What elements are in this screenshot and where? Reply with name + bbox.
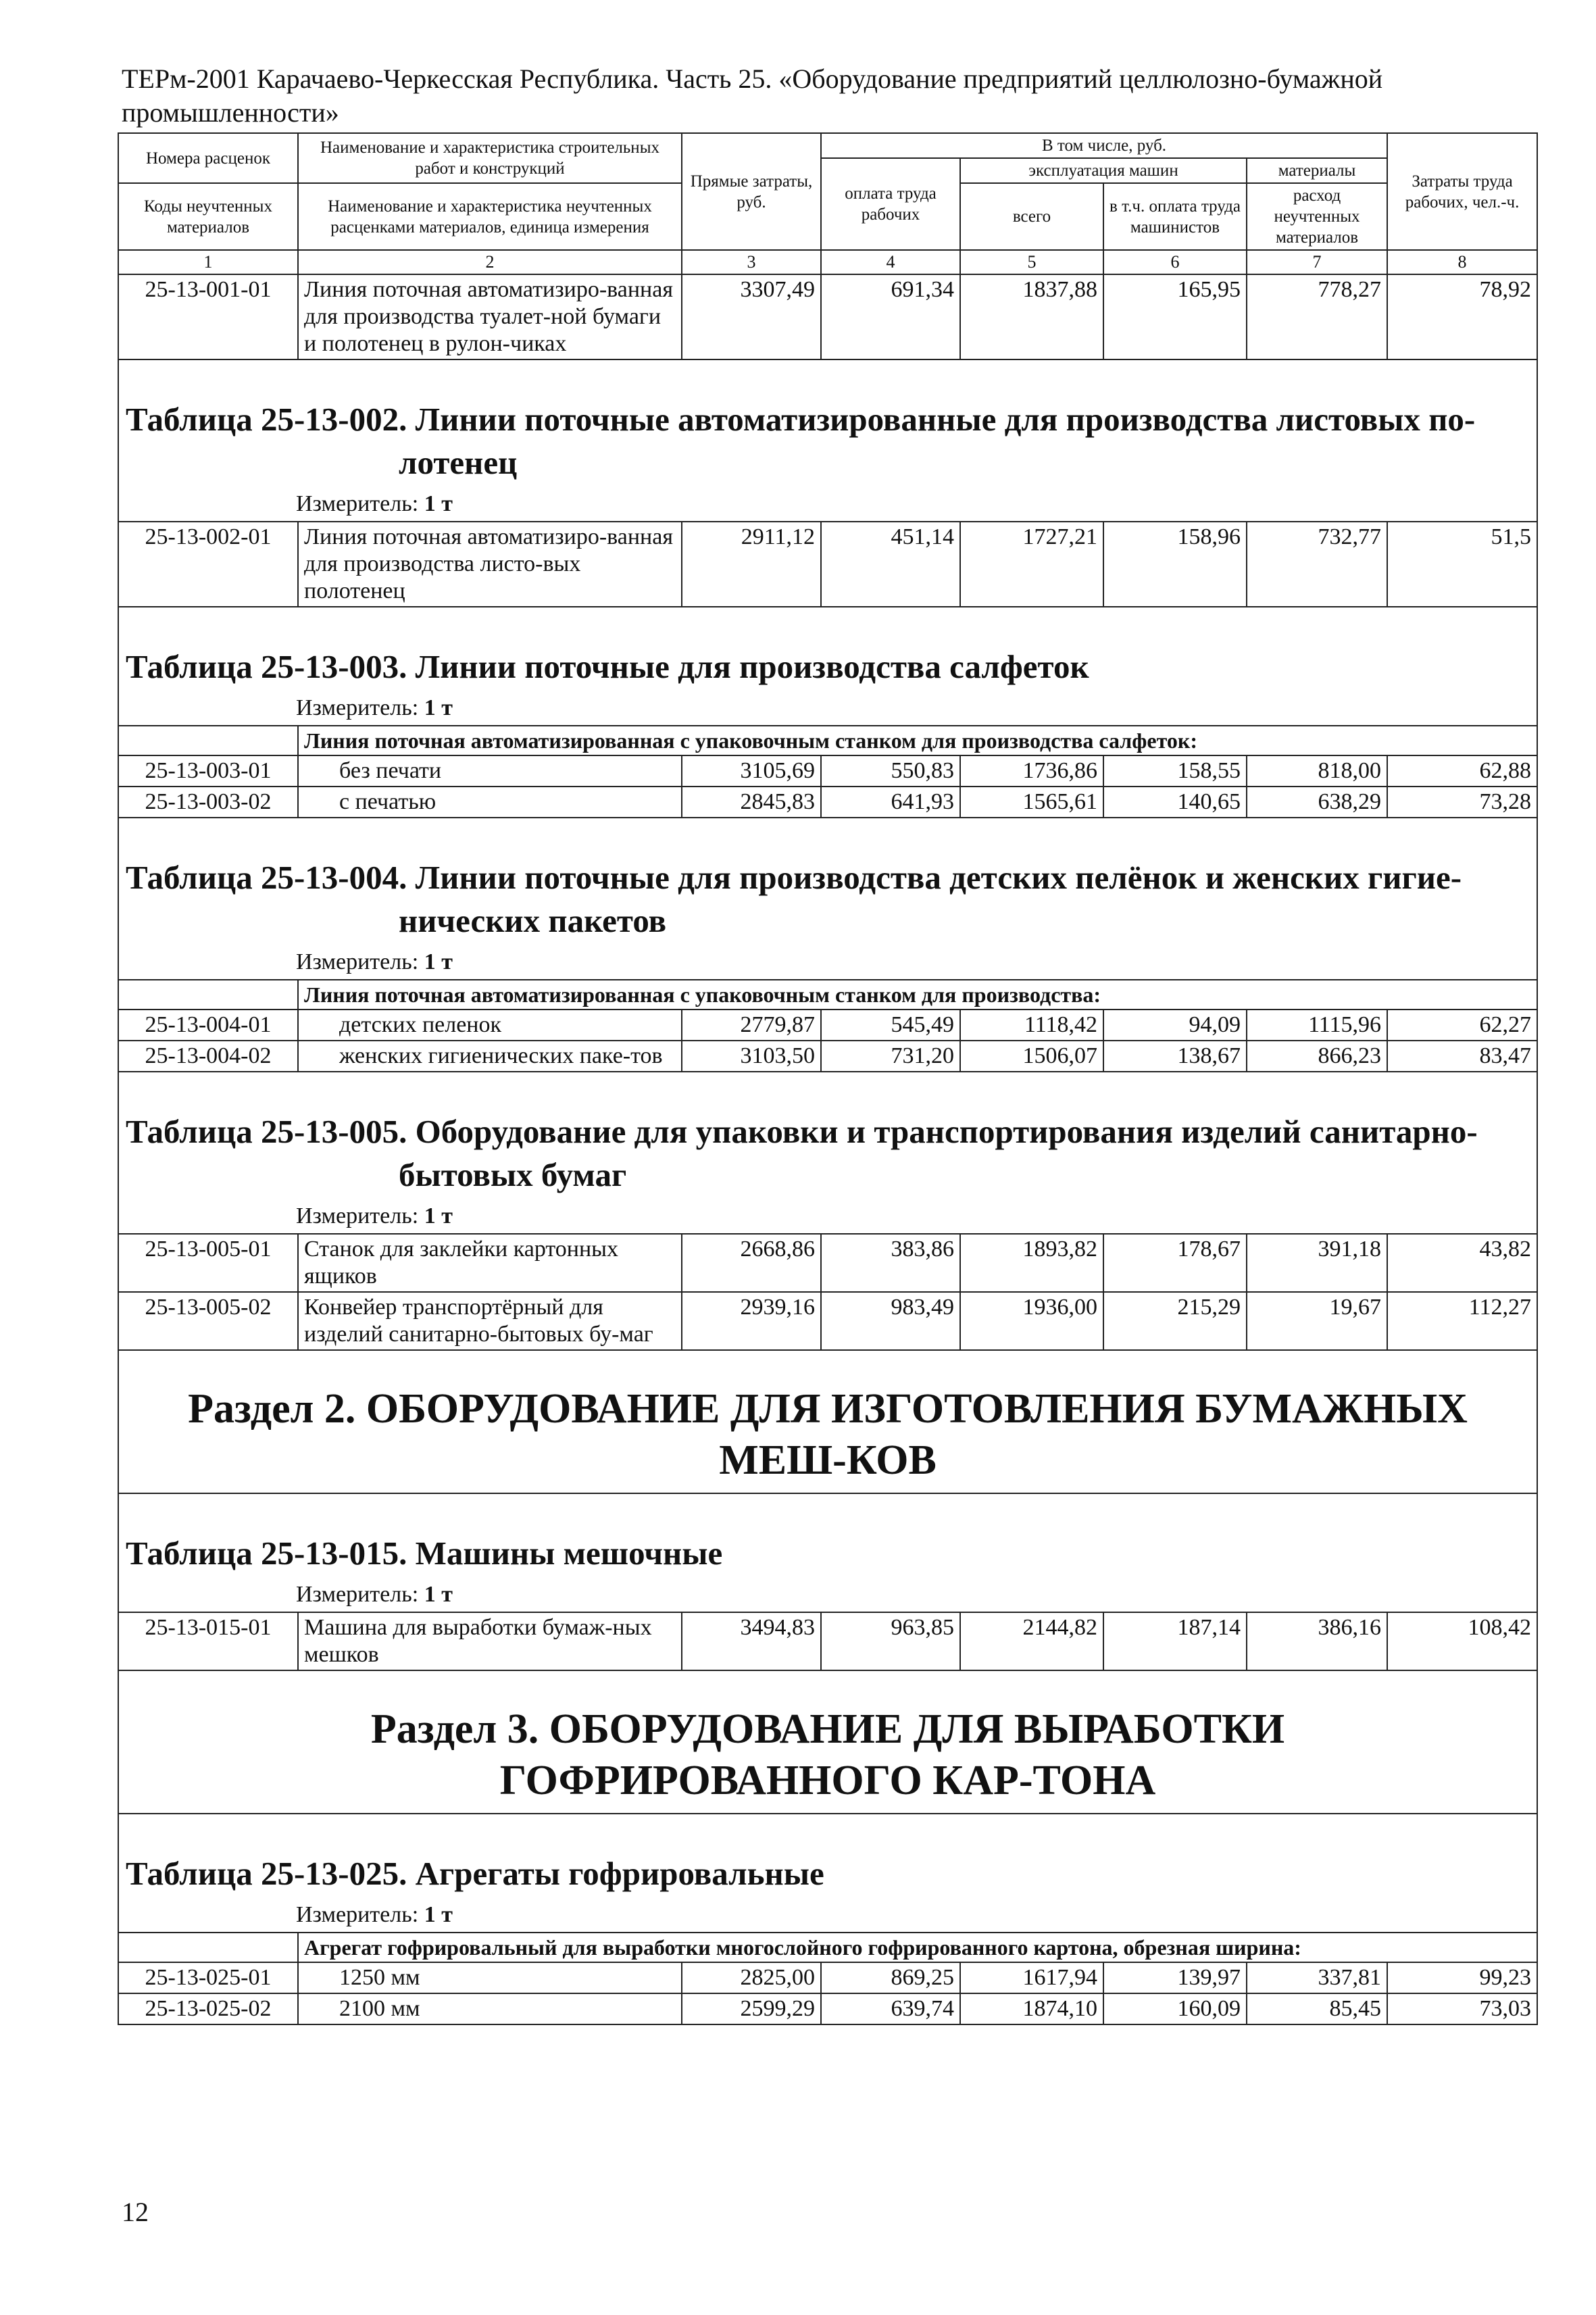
value-materials: 778,27 — [1247, 274, 1387, 359]
value-direct: 3105,69 — [682, 755, 821, 787]
value-operators: 215,29 — [1103, 1292, 1247, 1350]
meter-value: 1 т — [424, 1902, 453, 1927]
work-name: детских пеленок — [298, 1010, 682, 1041]
value-direct: 2911,12 — [682, 522, 821, 607]
meter-label: Измеритель: — [296, 491, 419, 516]
table-row — [118, 1041, 1537, 1072]
work-name: 1250 мм — [298, 1962, 682, 1993]
value-labor: 963,85 — [821, 1612, 960, 1670]
group-code-cell — [118, 726, 298, 755]
value-hours: 43,82 — [1387, 1234, 1537, 1292]
meter-row — [118, 1579, 1537, 1612]
value-machines: 1736,86 — [960, 755, 1103, 787]
value-labor: 869,25 — [821, 1962, 960, 1993]
col-operators-pay-header: в т.ч. оплата труда машинистов — [1103, 183, 1247, 250]
col-materials-header: расход неучтенных материалов — [1247, 183, 1387, 250]
value-hours: 83,47 — [1387, 1041, 1537, 1072]
section-heading: Раздел 3. ОБОРУДОВАНИЕ ДЛЯ ВЫРАБОТКИ ГОФРИРОВАННОГО КАР-ТОНА — [118, 1670, 1537, 1814]
meter-label: Измеритель: — [296, 1582, 419, 1607]
group-row — [118, 1933, 1537, 1962]
value-materials: 1115,96 — [1247, 1010, 1387, 1041]
rate-code: 25-13-004-02 — [118, 1041, 298, 1072]
value-materials: 337,81 — [1247, 1962, 1387, 1993]
work-name: Конвейер транспортёрный для изделий санитарно-бытовых бу-маг — [298, 1292, 682, 1350]
col-work-name-header: Наименование и характеристика строительных работ и конструкций — [298, 133, 682, 183]
group-row — [118, 980, 1537, 1010]
table-row — [118, 1993, 1537, 2024]
value-operators: 138,67 — [1103, 1041, 1247, 1072]
value-hours: 73,03 — [1387, 1993, 1537, 2024]
value-hours: 51,5 — [1387, 522, 1537, 607]
meter-row — [118, 693, 1537, 726]
value-labor: 983,49 — [821, 1292, 960, 1350]
column-index: 6 — [1103, 250, 1247, 274]
group-row — [118, 726, 1537, 755]
value-operators: 165,95 — [1103, 274, 1247, 359]
col-machines-header: эксплуатация машин — [960, 158, 1247, 183]
value-machines: 1565,61 — [960, 787, 1103, 818]
table-title — [118, 607, 1537, 693]
value-hours: 73,28 — [1387, 787, 1537, 818]
meter-row — [118, 1201, 1537, 1234]
value-hours: 78,92 — [1387, 274, 1537, 359]
col-labor-hours-header: Затраты труда рабочих, чел.-ч. — [1387, 133, 1537, 250]
value-operators: 94,09 — [1103, 1010, 1247, 1041]
section-heading-row — [118, 1670, 1537, 1814]
column-index: 3 — [682, 250, 821, 274]
page-number: 12 — [122, 2197, 149, 2227]
value-materials: 391,18 — [1247, 1234, 1387, 1292]
group-label: Агрегат гофрировальный для выработки многослойного гофрированного картона, обрезная ширина: — [298, 1933, 1537, 1962]
table-title — [118, 1072, 1537, 1201]
value-labor: 550,83 — [821, 755, 960, 787]
meter-row — [118, 1899, 1537, 1933]
column-index: 4 — [821, 250, 960, 274]
meter-value: 1 т — [424, 1203, 453, 1228]
col-rates-number-header: Номера расценок — [118, 133, 298, 183]
work-name: Машина для выработки бумаж-ных мешков — [298, 1612, 682, 1670]
column-index-row — [118, 250, 1537, 274]
col-labor-pay-header: оплата труда рабочих — [821, 158, 960, 250]
group-label: Линия поточная автоматизированная с упаковочным станком для производства салфеток: — [298, 726, 1537, 755]
meter-label: Измеритель: — [296, 1203, 419, 1228]
work-name: без печати — [298, 755, 682, 787]
col-in-total-header: В том числе, руб. — [821, 133, 1387, 158]
value-machines: 1617,94 — [960, 1962, 1103, 1993]
col-direct-costs-header: Прямые затраты, руб. — [682, 133, 821, 250]
rate-code: 25-13-001-01 — [118, 274, 298, 359]
value-hours: 112,27 — [1387, 1292, 1537, 1350]
value-materials: 638,29 — [1247, 787, 1387, 818]
col-materials-group-header: материалы — [1247, 158, 1387, 183]
rate-code: 25-13-025-01 — [118, 1962, 298, 1993]
table-title-text: Таблица 25-13-004. Линии поточные для производства детских пелёнок и женских гигие- — [126, 859, 1462, 896]
value-direct: 3307,49 — [682, 274, 821, 359]
meter-value: 1 т — [424, 1582, 453, 1607]
group-code-cell — [118, 1933, 298, 1962]
meter-row — [118, 947, 1537, 980]
table-title-row — [118, 1814, 1537, 1899]
rate-code: 25-13-003-02 — [118, 787, 298, 818]
value-labor: 691,34 — [821, 274, 960, 359]
value-labor: 545,49 — [821, 1010, 960, 1041]
value-hours: 62,27 — [1387, 1010, 1537, 1041]
column-index: 8 — [1387, 250, 1537, 274]
meter-value: 1 т — [424, 949, 453, 974]
section-heading-row — [118, 1350, 1537, 1493]
work-name: Линия поточная автоматизиро-ванная для производства листо-вых полотенец — [298, 522, 682, 607]
column-index: 1 — [118, 250, 298, 274]
meter-label: Измеритель: — [296, 949, 419, 974]
value-operators: 178,67 — [1103, 1234, 1247, 1292]
table-title-text: Таблица 25-13-025. Агрегаты гофрировальные — [126, 1855, 824, 1892]
value-labor: 383,86 — [821, 1234, 960, 1292]
table-title-text: Таблица 25-13-015. Машины мешочные — [126, 1535, 723, 1572]
table-row — [118, 1292, 1537, 1350]
meter — [118, 1201, 1537, 1234]
table-title — [118, 818, 1537, 947]
meter — [118, 1899, 1537, 1933]
value-direct: 3103,50 — [682, 1041, 821, 1072]
value-operators: 187,14 — [1103, 1612, 1247, 1670]
table-title-row — [118, 359, 1537, 489]
page-header: ТЕРм-2001 Карачаево-Черкесская Республика. Часть 25. «Оборудование предприятий целлюлозно-бумажной промышленности» — [122, 64, 1383, 128]
value-machines: 1936,00 — [960, 1292, 1103, 1350]
rate-code: 25-13-005-01 — [118, 1234, 298, 1292]
value-direct: 2939,16 — [682, 1292, 821, 1350]
table-title — [118, 359, 1537, 489]
value-machines: 1118,42 — [960, 1010, 1103, 1041]
col-material-codes-header: Коды неучтенных материалов — [118, 183, 298, 250]
work-name: 2100 мм — [298, 1993, 682, 2024]
meter-label: Измеритель: — [296, 695, 419, 720]
value-operators: 158,96 — [1103, 522, 1247, 607]
value-materials: 19,67 — [1247, 1292, 1387, 1350]
value-labor: 639,74 — [821, 1993, 960, 2024]
rate-code: 25-13-015-01 — [118, 1612, 298, 1670]
table-title-text: Таблица 25-13-005. Оборудование для упаковки и транспортирования изделий санитарно- — [126, 1113, 1478, 1150]
column-index: 5 — [960, 250, 1103, 274]
table-title-text: Таблица 25-13-002. Линии поточные автоматизированные для производства листовых по- — [126, 401, 1476, 438]
table-title — [118, 1814, 1537, 1899]
table-title-text: Таблица 25-13-003. Линии поточные для производства салфеток — [126, 648, 1089, 685]
table-title-continuation: нических пакетов — [399, 902, 667, 939]
value-materials: 386,16 — [1247, 1612, 1387, 1670]
value-direct: 2845,83 — [682, 787, 821, 818]
meter-value: 1 т — [424, 491, 453, 516]
group-code-cell — [118, 980, 298, 1010]
rates-table — [118, 132, 1538, 2025]
table-title-row — [118, 607, 1537, 693]
table-title-row — [118, 1493, 1537, 1579]
col-material-name-header: Наименование и характеристика неучтенных расценками материалов, единица измерения — [298, 183, 682, 250]
value-labor: 641,93 — [821, 787, 960, 818]
work-name: женских гигиенических паке-тов — [298, 1041, 682, 1072]
rate-code: 25-13-025-02 — [118, 1993, 298, 2024]
value-labor: 731,20 — [821, 1041, 960, 1072]
header-row-1 — [118, 133, 1537, 158]
value-machines: 1837,88 — [960, 274, 1103, 359]
table-title — [118, 1493, 1537, 1579]
meter-row — [118, 489, 1537, 522]
table-row — [118, 787, 1537, 818]
value-machines: 1874,10 — [960, 1993, 1103, 2024]
rate-code: 25-13-004-01 — [118, 1010, 298, 1041]
section-heading: Раздел 2. ОБОРУДОВАНИЕ ДЛЯ ИЗГОТОВЛЕНИЯ БУМАЖНЫХ МЕШ-КОВ — [118, 1350, 1537, 1493]
value-direct: 3494,83 — [682, 1612, 821, 1670]
work-name: с печатью — [298, 787, 682, 818]
value-direct: 2825,00 — [682, 1962, 821, 1993]
value-labor: 451,14 — [821, 522, 960, 607]
rate-code: 25-13-005-02 — [118, 1292, 298, 1350]
table-row — [118, 1962, 1537, 1993]
value-machines: 1893,82 — [960, 1234, 1103, 1292]
table-title-continuation: бытовых бумаг — [399, 1156, 627, 1193]
table-row — [118, 522, 1537, 607]
value-materials: 85,45 — [1247, 1993, 1387, 2024]
meter — [118, 693, 1537, 726]
work-name: Линия поточная автоматизиро-ванная для производства туалет-ной бумаги и полотенец в рулон-чиках — [298, 274, 682, 359]
meter-label: Измеритель: — [296, 1902, 419, 1927]
meter — [118, 1579, 1537, 1612]
value-direct: 2668,86 — [682, 1234, 821, 1292]
work-name: Станок для заклейки картонных ящиков — [298, 1234, 682, 1292]
value-materials: 866,23 — [1247, 1041, 1387, 1072]
value-hours: 108,42 — [1387, 1612, 1537, 1670]
meter — [118, 947, 1537, 980]
value-direct: 2599,29 — [682, 1993, 821, 2024]
value-materials: 818,00 — [1247, 755, 1387, 787]
rate-code: 25-13-002-01 — [118, 522, 298, 607]
col-machines-total-header: всего — [960, 183, 1103, 250]
table-title-row — [118, 818, 1537, 947]
value-machines: 2144,82 — [960, 1612, 1103, 1670]
value-machines: 1727,21 — [960, 522, 1103, 607]
value-operators: 158,55 — [1103, 755, 1247, 787]
group-label: Линия поточная автоматизированная с упаковочным станком для производства: — [298, 980, 1537, 1010]
table-row — [118, 1612, 1537, 1670]
column-index: 2 — [298, 250, 682, 274]
value-materials: 732,77 — [1247, 522, 1387, 607]
table-row — [118, 755, 1537, 787]
meter-value: 1 т — [424, 695, 453, 720]
value-hours: 62,88 — [1387, 755, 1537, 787]
value-operators: 139,97 — [1103, 1962, 1247, 1993]
column-index: 7 — [1247, 250, 1387, 274]
value-operators: 160,09 — [1103, 1993, 1247, 2024]
value-operators: 140,65 — [1103, 787, 1247, 818]
table-row — [118, 1234, 1537, 1292]
rate-code: 25-13-003-01 — [118, 755, 298, 787]
table-row — [118, 1010, 1537, 1041]
table-title-continuation: лотенец — [399, 444, 518, 481]
value-direct: 2779,87 — [682, 1010, 821, 1041]
table-row — [118, 274, 1537, 359]
value-hours: 99,23 — [1387, 1962, 1537, 1993]
meter — [118, 489, 1537, 522]
table-title-row — [118, 1072, 1537, 1201]
value-machines: 1506,07 — [960, 1041, 1103, 1072]
